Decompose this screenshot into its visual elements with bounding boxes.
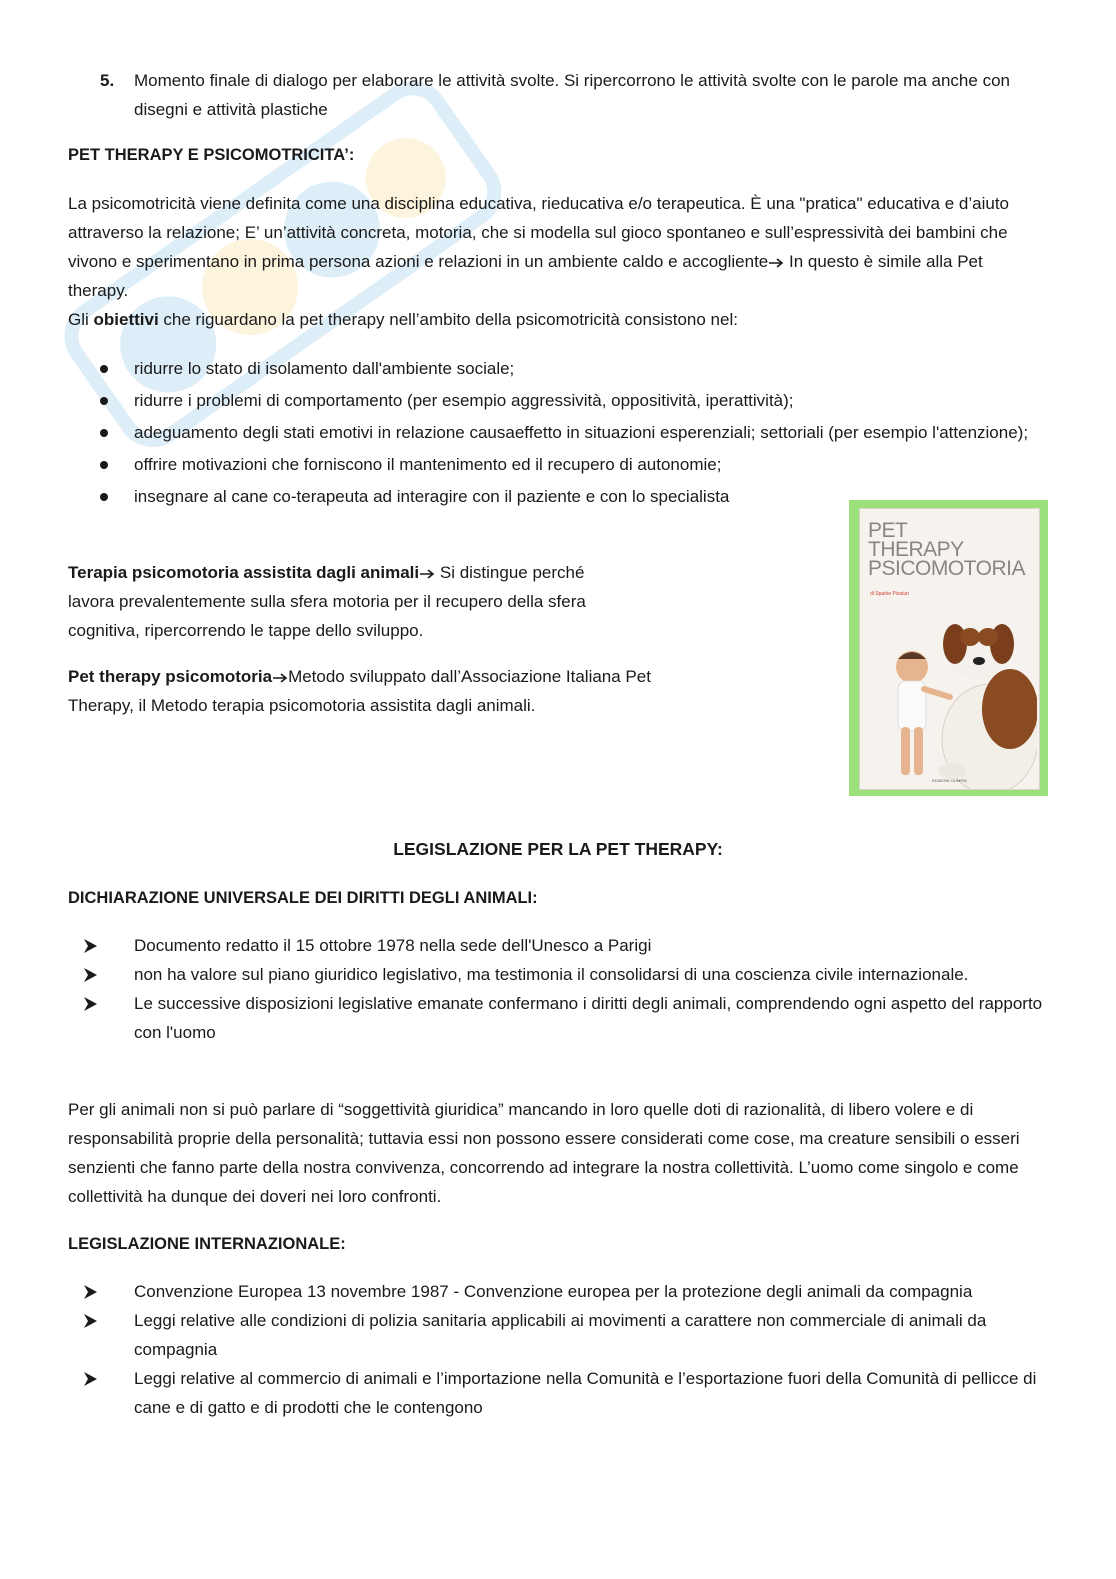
list-item: ridurre lo stato di isolamento dall'ambiente sociale; [100,354,1050,383]
arrowhead-bullet-icon [82,1284,98,1300]
book-cover-image [849,500,1048,796]
pet-psico-paragraph: Pet therapy psicomotoria Metodo sviluppato dall’Associazione Italiana Pet Therapy, il Metodo terapia psicomotoria assistita dagli animali. [68,667,651,715]
internazionale-heading: LEGISLAZIONE INTERNAZIONALE: [68,1235,346,1253]
arrowhead-bullet-icon [82,996,98,1012]
list-item: Documento redatto il 15 ottobre 1978 nella sede dell'Unesco a Parigi [82,931,1050,960]
bullet-icon [100,365,108,373]
item-text: Momento finale di dialogo per elaborare le attività svolte. Si ripercorrono le attività svolte con le parole ma anche con disegni e attività plastiche [134,71,1010,119]
legislazione-title: LEGISLAZIONE PER LA PET THERAPY: [393,839,723,859]
bullet-icon [100,493,108,501]
book-cover [859,508,1040,790]
psico-paragraph-tail: In questo è simile alla Pet therapy. [68,252,983,300]
list-item: insegnare al cane co-terapeuta ad interagire con il paziente e con lo specialista [100,482,1050,511]
arrowhead-bullet-icon [82,938,98,954]
book-author: di Sparke Pisoiun [870,591,909,597]
book-title: PET THERAPY PSICOMOTORIA [868,519,1025,580]
diritti-paragraph: Per gli animali non si può parlare di “soggettività giuridica” mancando in loro quelle doti di razionalità, di libero volere e di responsabilità proprie della personalità; tuttavia essi non possono essere considerati come cose, ma creature sensibili o esseri senzienti che fanno parte della nostra convivenza, concorrendo ad integrare la nostra collettività. L’uomo come singolo e come collettività ha dunque dei doveri nei loro confronti. [68,1100,1020,1206]
numbered-item-5 [100,66,1050,124]
psico-paragraph-text: La psicomotricità viene definita come una disciplina educativa, rieducativa e/o terapeutica. È una "pratica" educativa e d’aiuto attraverso la relazione; E’ un’attività concreta, motoria, che si modella sul gioco spontaneo e sull’espressività dei bambini che vivono e sperimentano in prima persona azioni e relazioni in un ambiente caldo e accogliente [68,194,1010,271]
item-number: 5. [100,71,115,90]
list-item: adeguamento degli stati emotivi in relazione causaeffetto in situazioni esperenziali; settoriali (per esempio l'attenzione); [100,418,1050,447]
list-item: Le successive disposizioni legislative emanate confermano i diritti degli animali, comprendendo ogni aspetto del rapporto con l'uomo [82,989,1050,1047]
arrow-right-icon [768,257,784,269]
list-item: ridurre i problemi di comportamento (per esempio aggressività, oppositività, iperattività); [100,386,1050,415]
dichiarazione-heading: DICHIARAZIONE UNIVERSALE DEI DIRITTI DEGLI ANIMALI: [68,889,538,907]
arrow-right-icon [419,568,435,580]
arrowhead-bullet-icon [82,967,98,983]
objectives-bold: obiettivi [93,310,159,329]
bullet-icon [100,461,108,469]
tpaa-paragraph: Terapia psicomotoria assistita dagli animali Si distingue perché lavora prevalentemente sulla sfera motoria per il recupero della sfera cognitiva, ripercorrendo le tappe dello sviluppo. [68,563,586,640]
arrowhead-bullet-icon [82,1313,98,1329]
book-publisher: EDIZIONI OLIMPIA [932,778,967,783]
arrowhead-bullet-icon [82,1371,98,1387]
objectives-pre: Gli [68,310,94,329]
psico-heading: PET THERAPY E PSICOMOTRICITA’: [68,146,355,164]
bullet-icon [100,397,108,405]
list-item: Convenzione Europea 13 novembre 1987 - Convenzione europea per la protezione degli animali da compagnia [82,1277,1050,1306]
bullet-icon [100,429,108,437]
list-item: Leggi relative alle condizioni di polizia sanitaria applicabili ai movimenti a carattere non commerciale di animali da compagnia [82,1306,1050,1364]
objectives-post: che riguardano la pet therapy nell’ambito della psicomotricità consistono nel: [158,310,738,329]
psico-paragraph [68,189,1043,334]
list-item: non ha valore sul piano giuridico legislativo, ma testimonia il consolidarsi di una coscienza civile internazionale. [82,960,1050,989]
objectives-list [100,354,1050,514]
list-item: Leggi relative al commercio di animali e l’importazione nella Comunità e l’esportazione fuori della Comunità di pellicce di cane e di gatto e di prodotti che le contengono [82,1364,1050,1422]
dichiarazione-list [82,931,1050,1047]
child-and-dog-illustration [860,589,1037,789]
list-item: offrire motivazioni che forniscono il mantenimento ed il recupero di autonomie; [100,450,1050,479]
arrow-right-icon [272,672,288,684]
internazionale-list [82,1277,1050,1422]
